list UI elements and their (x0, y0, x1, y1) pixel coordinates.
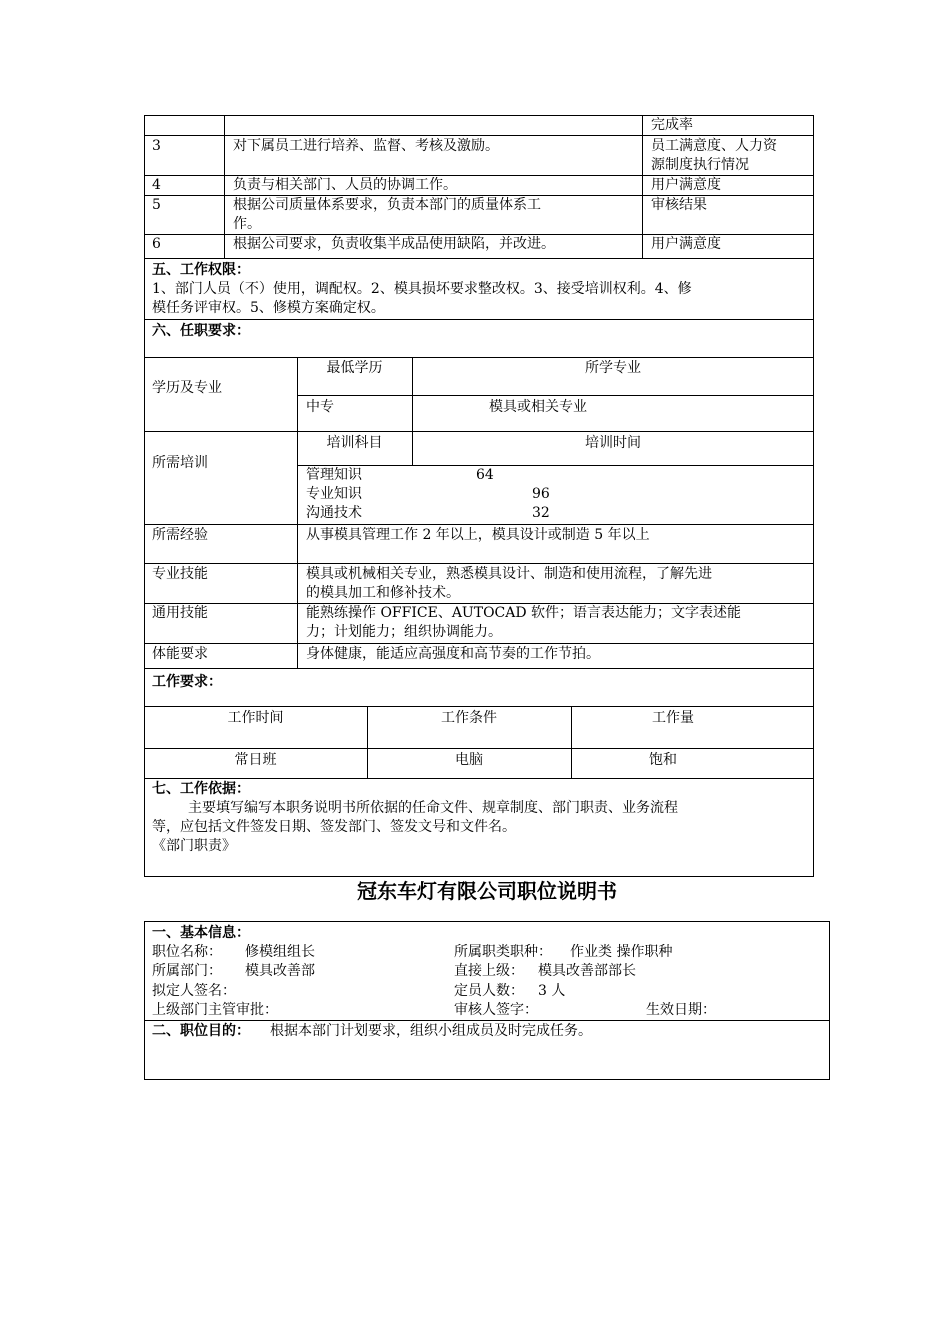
effective-date-label: 生效日期： (646, 1002, 716, 1018)
result-text: 审核结果 (651, 197, 707, 213)
document-title: 冠东车灯有限公司职位说明书 (357, 879, 617, 903)
row-divider (144, 748, 814, 749)
row-divider (144, 563, 814, 564)
row-label: 所需培训 (152, 455, 208, 471)
result-text: 用户满意度 (651, 177, 721, 193)
authority-text: 1、部门人员（不）使用，调配权。2、模具损坏要求整改权。3、接受培训权利。4、修 (152, 281, 692, 297)
skills-text: 力；计划能力；组织协调能力。 (306, 624, 502, 640)
department-value: 模具改善部 (245, 963, 315, 979)
duty-content: 根据公司质量体系要求，负责本部门的质量体系工 (233, 197, 541, 213)
basis-text: 《部门职责》 (152, 838, 236, 854)
row-label: 学历及专业 (152, 380, 222, 396)
section-heading: 工作要求： (152, 674, 222, 690)
education-value: 中专 (306, 399, 334, 415)
row-divider (144, 319, 814, 320)
superior-value: 模具改善部部长 (538, 963, 636, 979)
duty-content: 根据公司要求，负责收集半成品使用缺陷，并改进。 (233, 236, 555, 252)
training-hours: 32 (532, 505, 550, 521)
column-header: 培训时间 (585, 435, 641, 451)
row-divider (144, 431, 814, 432)
column-header: 所学专业 (585, 360, 641, 376)
skills-text: 的模具加工和修补技术。 (306, 585, 460, 601)
training-subject: 沟通技术 (306, 505, 362, 521)
work-time-value: 常日班 (234, 752, 277, 768)
row-divider (297, 465, 814, 466)
authority-text: 模任务评审权。5、修模方案确定权。 (152, 300, 385, 316)
workload-value: 饱和 (649, 752, 677, 768)
section-heading: 五、工作权限： (152, 262, 250, 278)
purpose-text: 根据本部门计划要求，组织小组成员及时完成任务。 (270, 1023, 592, 1039)
work-condition-value: 电脑 (455, 752, 483, 768)
headcount-label: 定员人数： (454, 983, 524, 999)
duty-content: 负责与相关部门、人员的协调工作。 (233, 177, 457, 193)
column-header: 工作条件 (441, 710, 497, 726)
category-value: 作业类 操作职种 (570, 944, 673, 960)
skills-text: 模具或机械相关专业，熟悉模具设计、制造和使用流程，了解先进 (306, 566, 712, 582)
position-label: 职位名称： (152, 944, 222, 960)
training-subject: 专业知识 (306, 486, 362, 502)
duty-number: 4 (152, 177, 161, 193)
duty-number: 5 (152, 197, 161, 213)
column-header: 培训科目 (326, 435, 383, 451)
training-subject: 管理知识 (306, 467, 362, 483)
section-heading: 六、任职要求： (152, 323, 250, 339)
row-divider (297, 395, 814, 396)
basis-text: 主要填写编写本职务说明书所依据的任命文件、规章制度、部门职责、业务流程 (188, 800, 678, 816)
column-header: 最低学历 (326, 360, 383, 376)
major-value: 模具或相关专业 (489, 399, 587, 415)
department-label: 所属部门： (152, 963, 222, 979)
basis-text: 等，应包括文件签发日期、签发部门、签发文号和文件名。 (152, 819, 516, 835)
reviewer-label: 审核人签字： (454, 1002, 538, 1018)
training-hours: 64 (476, 467, 494, 483)
row-divider (144, 258, 814, 259)
column-header: 工作时间 (227, 710, 284, 726)
row-divider (144, 135, 814, 136)
position-value: 修模组组长 (245, 944, 315, 960)
approval-label: 上级部门主管审批： (152, 1002, 278, 1018)
headcount-value: 3 人 (538, 983, 566, 999)
training-hours: 96 (532, 486, 550, 502)
col-divider (297, 357, 298, 669)
section-heading: 二、职位目的： (152, 1023, 250, 1039)
row-divider (144, 778, 814, 779)
row-label: 体能要求 (152, 646, 208, 662)
row-divider (144, 1020, 830, 1021)
category-label: 所属职类职种： (454, 944, 552, 960)
row-label: 通用技能 (152, 605, 208, 621)
duty-content: 作。 (233, 216, 261, 232)
result-text: 员工满意度、人力资 (651, 138, 777, 154)
section-heading: 七、工作依据： (152, 781, 250, 797)
row-divider (144, 668, 814, 669)
superior-label: 直接上级： (454, 963, 524, 979)
duty-number: 3 (152, 138, 161, 154)
row-divider (144, 357, 814, 358)
column-header: 工作量 (652, 710, 694, 726)
physical-value: 身体健康，能适应高强度和高节奏的工作节拍。 (306, 646, 600, 662)
row-label: 专业技能 (152, 566, 208, 582)
drafter-label: 拟定人签名： (152, 983, 236, 999)
row-divider (144, 706, 814, 707)
col-divider (224, 115, 225, 258)
result-text: 用户满意度 (651, 236, 721, 252)
section-heading: 一、基本信息： (152, 925, 250, 941)
experience-value: 从事模具管理工作 2 年以上，模具设计或制造 5 年以上 (306, 527, 650, 543)
col-divider (642, 115, 643, 258)
result-text: 完成率 (651, 117, 693, 133)
row-divider (144, 643, 814, 644)
row-label: 所需经验 (152, 527, 208, 543)
skills-text: 能熟练操作 OFFICE、AUTOCAD 软件；语言表达能力；文字表述能 (306, 605, 742, 621)
result-text: 源制度执行情况 (651, 157, 749, 173)
duty-content: 对下属员工进行培养、监督、考核及激励。 (233, 138, 499, 154)
row-divider (144, 524, 814, 525)
duty-number: 6 (152, 236, 161, 252)
